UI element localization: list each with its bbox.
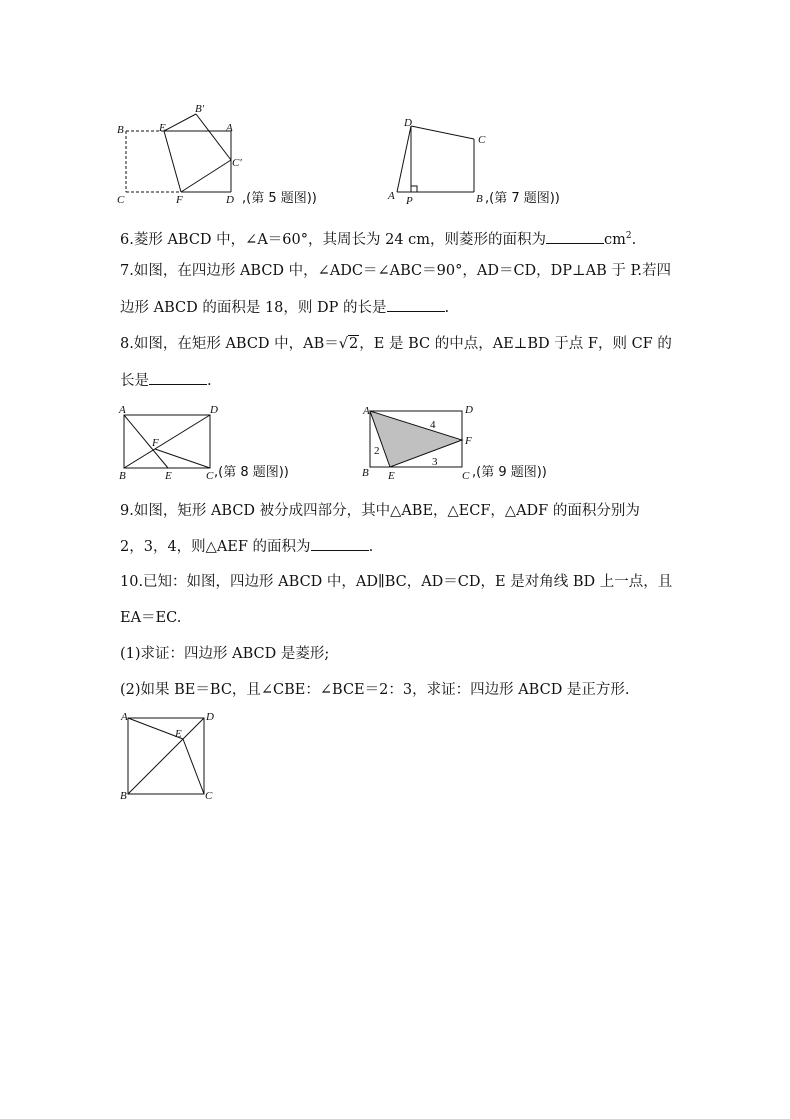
fig9-caption: ,(第 9 题图)) xyxy=(472,465,547,480)
q9-text: 2，3，4，则△AEF 的面积为 xyxy=(120,539,311,555)
fig5-label-b: B xyxy=(117,124,124,136)
figure-7 xyxy=(397,126,474,192)
q10-part-2: (2)如果 BE＝BC，且∠CBE：∠BCE＝2：3，求证：四边形 ABCD 是正方形. xyxy=(120,682,630,698)
sqrt-radicand: 2 xyxy=(349,336,359,352)
fig9-label-e: E xyxy=(388,470,395,482)
q6-answer-blank xyxy=(546,229,604,244)
q10-line-2: EA＝EC. xyxy=(120,610,182,626)
fig8-caption: ,(第 8 题图)) xyxy=(214,465,289,480)
fig8-label-f: F xyxy=(152,437,159,449)
fig9-label-b: B xyxy=(362,467,369,479)
fig5-label-bprime: B′ xyxy=(195,103,205,115)
sqrt-symbol: √ xyxy=(338,336,349,352)
q8-sqrt xyxy=(339,334,359,354)
fig7-label-p: P xyxy=(406,195,413,207)
question-6 xyxy=(120,226,636,250)
fig5-label-d: D xyxy=(226,194,234,206)
fig8-label-d: D xyxy=(210,404,218,416)
fig9-label-c: C xyxy=(462,470,470,482)
q10-line-1: 10.已知：如图，四边形 ABCD 中，AD∥BC，AD＝CD，E 是对角线 BD 上一点，且 xyxy=(120,574,673,590)
fig10-label-b: B xyxy=(120,790,127,802)
fig9-label-a: A xyxy=(363,405,370,417)
fig8-label-b: B xyxy=(119,470,126,482)
q6-end: . xyxy=(631,231,637,248)
q9-line-2 xyxy=(120,536,373,557)
fig8-label-a: A xyxy=(119,404,126,416)
q6-unit: cm xyxy=(604,231,626,248)
fig7-label-d: D xyxy=(404,117,412,129)
fig9-label-3: 3 xyxy=(432,456,438,468)
fig7-label-a: A xyxy=(388,190,395,202)
q9-line-1: 9.如图，矩形 ABCD 被分成四部分，其中△ABE，△ECF，△ADF 的面积分别为 xyxy=(120,503,640,519)
figure-5 xyxy=(126,114,231,192)
fig10-label-c: C xyxy=(205,790,213,802)
fig5-label-c: C xyxy=(117,194,125,206)
fig9-label-4: 4 xyxy=(430,419,436,431)
figure-10 xyxy=(128,718,204,794)
q6-unit-exponent: 2 xyxy=(625,231,632,241)
q8-text-a: 8.如图，在矩形 ABCD 中，AB＝ xyxy=(120,336,339,352)
fig10-label-e: E xyxy=(175,728,182,740)
fig7-label-c: C xyxy=(478,134,486,146)
fig5-label-e: E xyxy=(159,122,166,134)
fig7-label-b: B xyxy=(476,193,483,205)
q7-end: . xyxy=(444,300,450,316)
fig7-caption: ,(第 7 题图)) xyxy=(485,191,560,206)
q7-line-2 xyxy=(120,297,449,318)
q9-answer-blank xyxy=(311,536,369,551)
fig10-label-d: D xyxy=(206,711,214,723)
q8-line-2 xyxy=(120,370,212,391)
fig5-label-a: A xyxy=(226,122,233,134)
q7-answer-blank xyxy=(387,297,445,312)
q8-text-b: ，E 是 BC 的中点，AE⊥BD 于点 F，则 CF 的 xyxy=(359,336,672,352)
fig5-label-f: F xyxy=(176,194,183,206)
figure-9 xyxy=(370,411,462,467)
q10-part-1: (1)求证：四边形 ABCD 是菱形; xyxy=(120,646,330,662)
q7-line-1: 7.如图，在四边形 ABCD 中，∠ADC＝∠ABC＝90°，AD＝CD，DP⊥AB 于 P.若四 xyxy=(120,263,671,279)
fig9-label-d: D xyxy=(465,404,473,416)
q8-answer-blank xyxy=(149,370,207,385)
fig9-label-2: 2 xyxy=(374,445,380,457)
q8-text-c: 长是 xyxy=(120,373,149,389)
fig5-label-cprime: C′ xyxy=(232,157,242,169)
q6-text: 6.菱形 ABCD 中，∠A＝60°，其周长为 24 cm，则菱形的面积为 xyxy=(120,231,547,248)
q7-text: 边形 ABCD 的面积是 18，则 DP 的长是 xyxy=(120,300,387,316)
q9-end: . xyxy=(368,539,374,555)
figure-8 xyxy=(124,415,210,468)
fig9-label-f: F xyxy=(465,435,472,447)
fig8-label-c: C xyxy=(206,470,214,482)
q8-line-1 xyxy=(120,334,672,354)
q8-end: . xyxy=(207,373,212,389)
fig5-caption: ,(第 5 题图)) xyxy=(242,191,317,206)
fig8-label-e: E xyxy=(165,470,172,482)
fig10-label-a: A xyxy=(121,711,128,723)
